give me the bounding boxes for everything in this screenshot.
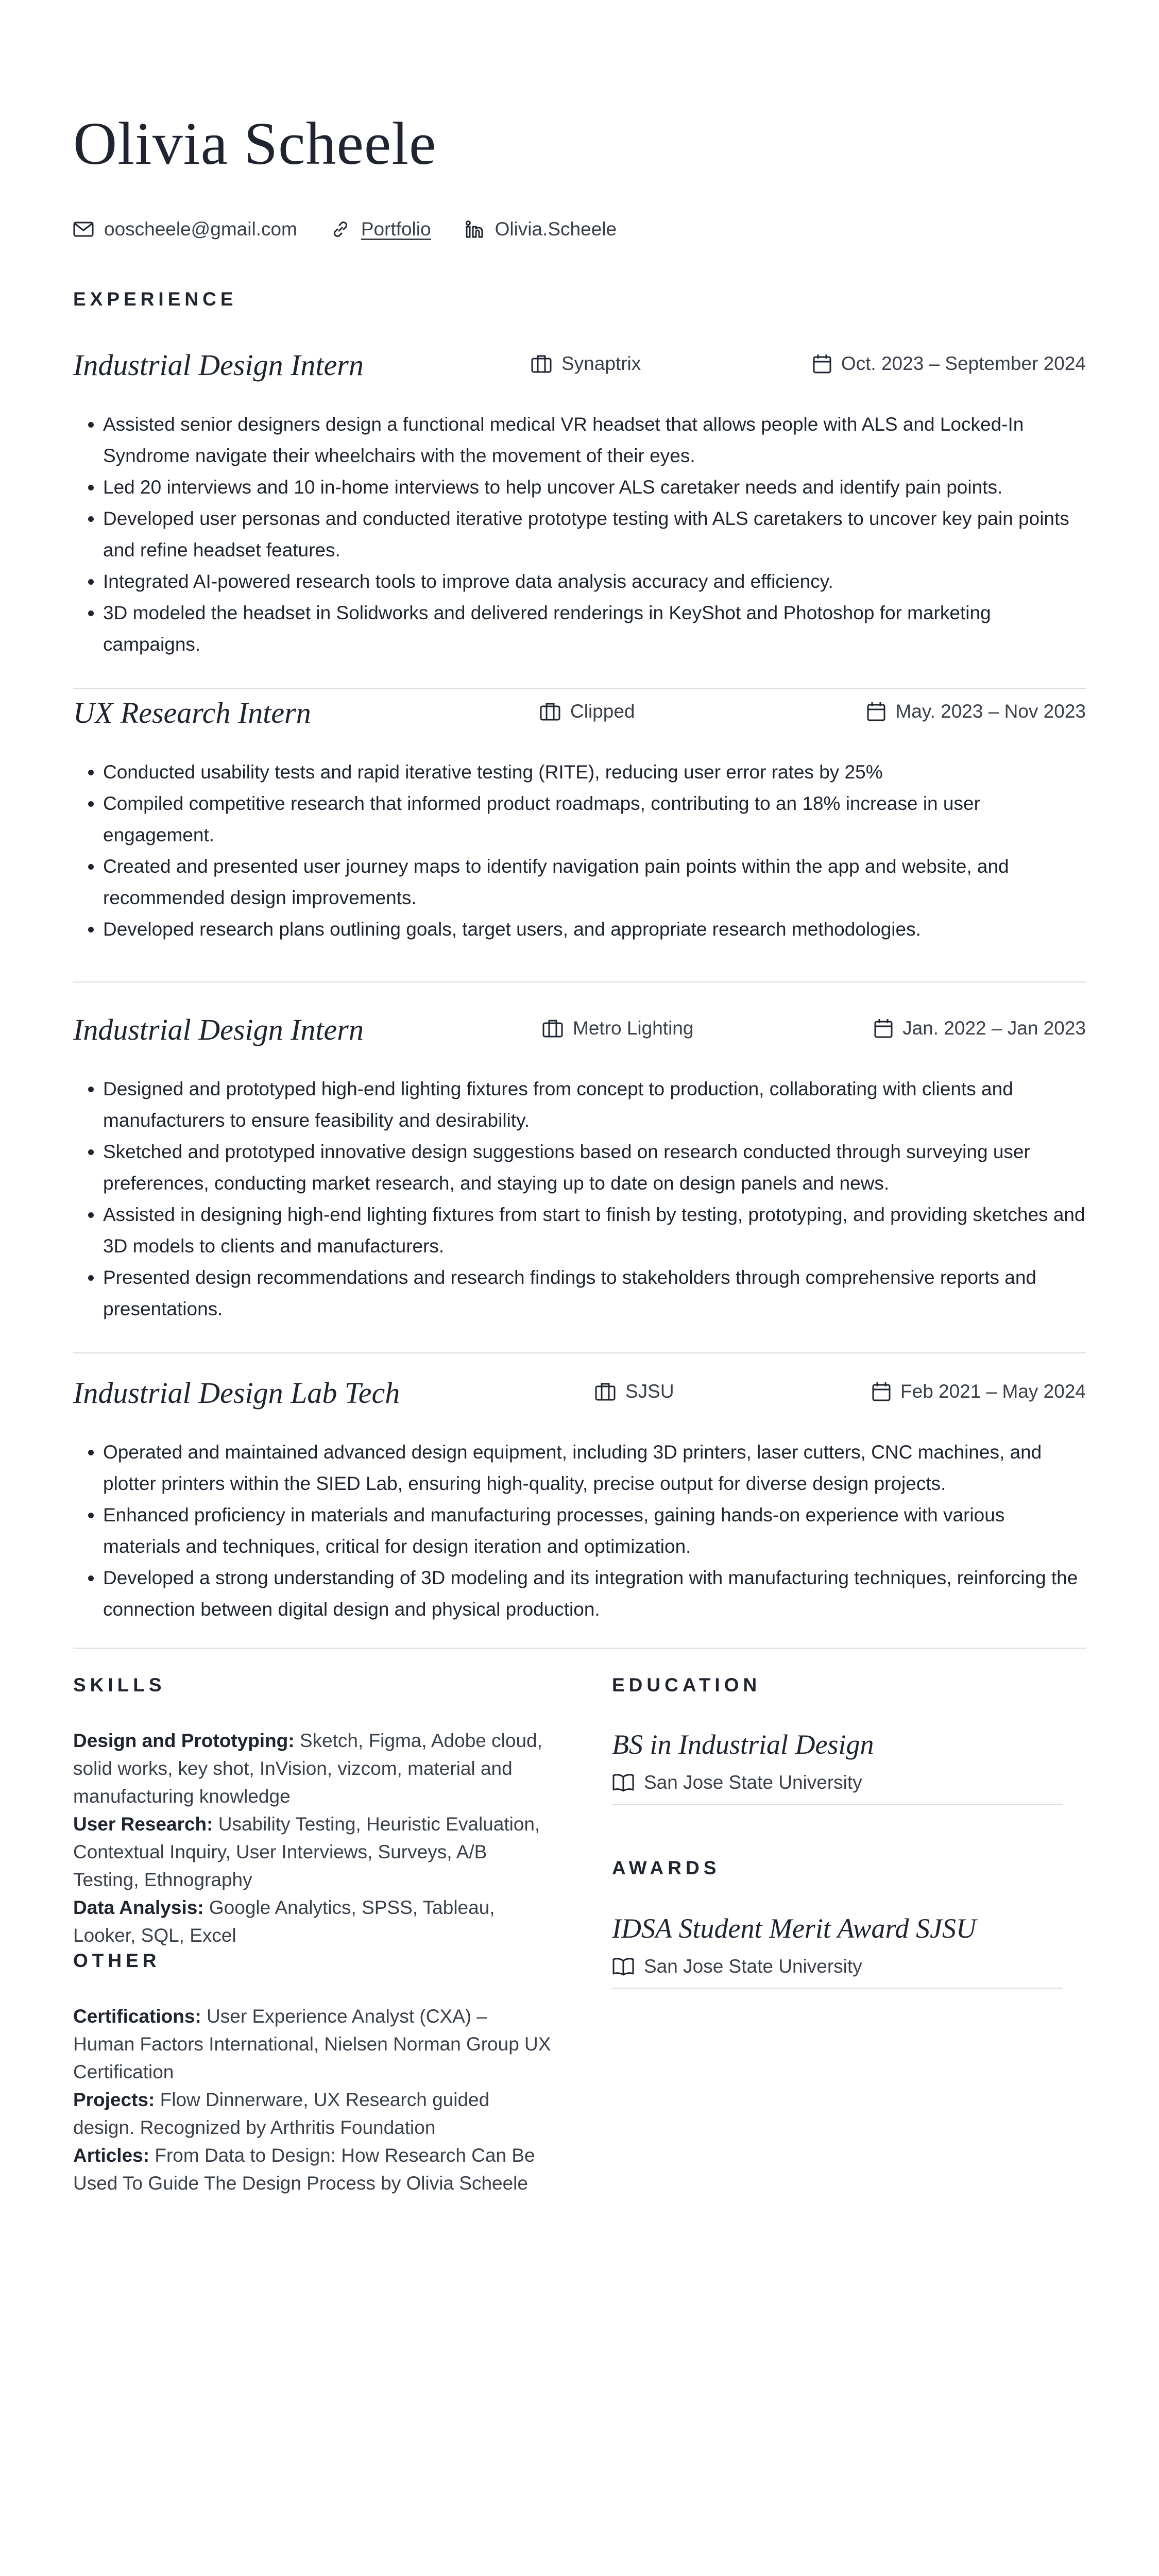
list-item: • Developed research plans outlining goals, target users, and appropriate research methodologies. bbox=[103, 913, 1086, 945]
job-header bbox=[73, 348, 1086, 389]
list-item: • Led 20 interviews and 10 in-home interviews to help uncover ALS caretaker needs and identify pain points. bbox=[103, 471, 1086, 503]
job-dates bbox=[874, 1018, 1086, 1039]
calendar-icon bbox=[872, 1381, 891, 1402]
list-item: • Assisted senior designers design a functional medical VR headset that allows people with ALS and Locked-In Syndrome navigate their wheelchairs with the movement of their eyes. bbox=[103, 409, 1086, 471]
skill-value: Usability Testing, Heuristic Evaluation, Contextual Inquiry, User Interviews, Surveys, A/B Testing, Ethnography bbox=[73, 1814, 540, 1890]
divider bbox=[612, 1804, 1063, 1805]
other-value: From Data to Design: How Research Can Be Used To Guide The Design Process by Olivia Scheele bbox=[73, 2145, 535, 2194]
date-range: Jan. 2022 – Jan 2023 bbox=[902, 1018, 1086, 1039]
other-value: User Experience Analyst (CXA) – Human Factors International, Nielsen Norman Group UX Certification bbox=[73, 2006, 551, 2082]
briefcase-icon bbox=[531, 354, 552, 374]
awards-heading: AWARDS bbox=[612, 1857, 721, 1878]
list-item: • Integrated AI-powered research tools to improve data analysis accuracy and efficiency. bbox=[103, 566, 1086, 597]
link-icon bbox=[330, 219, 351, 240]
job-title: Industrial Design Lab Tech bbox=[73, 1376, 400, 1410]
divider bbox=[612, 1988, 1063, 1989]
calendar-icon bbox=[874, 1018, 893, 1039]
job-dates bbox=[872, 1381, 1086, 1402]
skills-heading: SKILLS bbox=[73, 1674, 166, 1696]
job-header bbox=[73, 696, 1086, 737]
list-item: • Presented design recommendations and research findings to stakeholders through comprehensive reports and presentations. bbox=[103, 1262, 1086, 1325]
skills-list bbox=[73, 1727, 552, 1950]
skill-label: Design and Prototyping: bbox=[73, 1730, 295, 1751]
divider bbox=[73, 981, 1086, 982]
list-item: • Enhanced proficiency in materials and manufacturing processes, gaining hands-on experience with various materials and techniques, critical for design iteration and optimization. bbox=[103, 1499, 1086, 1562]
list-item: • Compiled competitive research that informed product roadmaps, contributing to an 18% increase in user engagement. bbox=[103, 788, 1086, 851]
experience-item bbox=[73, 1012, 1086, 1325]
skill-label: Data Analysis: bbox=[73, 1897, 204, 1918]
other-list bbox=[73, 2003, 552, 2197]
job-company bbox=[531, 353, 641, 375]
list-item: • Created and presented user journey maps to identify navigation pain points within the app and website, and recommended design improvements. bbox=[103, 851, 1086, 913]
briefcase-icon bbox=[539, 702, 561, 721]
divider bbox=[73, 688, 1086, 689]
job-dates bbox=[812, 353, 1086, 375]
book-icon bbox=[612, 1957, 635, 1976]
skill-entry bbox=[73, 1810, 552, 1894]
other-heading: OTHER bbox=[73, 1950, 161, 1971]
candidate-name: Olivia Scheele bbox=[73, 110, 437, 177]
book-icon bbox=[612, 1773, 635, 1792]
calendar-icon bbox=[866, 701, 886, 722]
portfolio-link[interactable]: Portfolio bbox=[361, 218, 431, 240]
list-item: • Sketched and prototyped innovative design suggestions based on research conducted through surveying user preferences, conducting market research, and staying up to date on design panels and news. bbox=[103, 1136, 1086, 1199]
calendar-icon bbox=[812, 353, 832, 374]
degree-title: BS in Industrial Design bbox=[612, 1729, 874, 1760]
experience-heading: EXPERIENCE bbox=[73, 289, 237, 310]
list-item: • 3D modeled the headset in Solidworks and delivered renderings in KeyShot and Photoshop for marketing campaigns. bbox=[103, 597, 1086, 660]
company-name: Metro Lighting bbox=[573, 1018, 694, 1039]
institution bbox=[612, 1956, 1063, 1977]
list-item: • Conducted usability tests and rapid iterative testing (RITE), reducing user error rates by 25% bbox=[103, 756, 1086, 788]
experience-item bbox=[73, 696, 1086, 945]
job-title: Industrial Design Intern bbox=[73, 348, 364, 382]
briefcase-icon bbox=[594, 1382, 616, 1401]
education-item bbox=[612, 1728, 1063, 1805]
institution bbox=[612, 1772, 1063, 1793]
date-range: Oct. 2023 – September 2024 bbox=[841, 353, 1086, 374]
list-item: • Designed and prototyped high-end lighting fixtures from concept to production, collaborating with clients and manufacturers to ensure feasibility and desirability. bbox=[103, 1073, 1086, 1136]
company-name: Synaptrix bbox=[561, 353, 641, 374]
education-heading: EDUCATION bbox=[612, 1674, 761, 1696]
job-header bbox=[73, 1376, 1086, 1417]
other-value: Flow Dinnerware, UX Research guided design. Recognized by Arthritis Foundation bbox=[73, 2089, 490, 2138]
briefcase-icon bbox=[542, 1019, 564, 1038]
job-company bbox=[594, 1381, 674, 1402]
company-name: Clipped bbox=[570, 701, 635, 722]
job-company bbox=[542, 1018, 693, 1039]
job-bullets bbox=[73, 756, 1086, 945]
mail-icon bbox=[73, 221, 94, 238]
contact-portfolio[interactable] bbox=[330, 218, 431, 240]
job-bullets bbox=[73, 1436, 1086, 1625]
other-entry bbox=[73, 2142, 552, 2197]
institution-name: San Jose State University bbox=[644, 1956, 862, 1977]
skill-entry bbox=[73, 1727, 552, 1810]
contact-email[interactable] bbox=[73, 218, 297, 240]
institution-name: San Jose State University bbox=[644, 1772, 862, 1793]
linkedin-icon bbox=[464, 219, 485, 240]
email-text[interactable]: ooscheele@gmail.com bbox=[104, 218, 297, 240]
skill-label: User Research: bbox=[73, 1814, 213, 1835]
experience-item bbox=[73, 1376, 1086, 1625]
other-label: Projects: bbox=[73, 2089, 155, 2110]
other-label: Articles: bbox=[73, 2145, 150, 2166]
list-item: • Assisted in designing high-end lighting fixtures from start to finish by testing, prototyping, and providing sketches and 3D models to clients and manufacturers. bbox=[103, 1199, 1086, 1262]
skill-value: Google Analytics, SPSS, Tableau, Looker, SQL, Excel bbox=[73, 1897, 495, 1946]
other-entry bbox=[73, 2086, 552, 2142]
award-title: IDSA Student Merit Award SJSU bbox=[612, 1913, 976, 1944]
date-range: May. 2023 – Nov 2023 bbox=[895, 701, 1086, 722]
award-item bbox=[612, 1912, 1063, 1989]
job-dates bbox=[866, 701, 1086, 722]
divider bbox=[73, 1352, 1086, 1353]
list-item: • Developed a strong understanding of 3D modeling and its integration with manufacturing techniques, reinforcing the connection between digital design and physical production. bbox=[103, 1562, 1086, 1625]
list-item: • Developed user personas and conducted iterative prototype testing with ALS caretakers to uncover key pain points and refine headset features. bbox=[103, 503, 1086, 566]
divider bbox=[73, 1648, 1086, 1649]
skill-value: Sketch, Figma, Adobe cloud, solid works, key shot, InVision, vizcom, material and manufacturing knowledge bbox=[73, 1730, 542, 1807]
other-label: Certifications: bbox=[73, 2006, 201, 2027]
job-bullets bbox=[73, 409, 1086, 660]
contact-row bbox=[73, 216, 650, 242]
linkedin-text[interactable]: Olivia.Scheele bbox=[495, 218, 617, 240]
contact-linkedin[interactable] bbox=[464, 218, 617, 240]
experience-item bbox=[73, 348, 1086, 660]
date-range: Feb 2021 – May 2024 bbox=[900, 1381, 1086, 1402]
other-entry bbox=[73, 2003, 552, 2086]
list-item: • Operated and maintained advanced design equipment, including 3D printers, laser cutters, CNC machines, and plotter printers within the SIED Lab, ensuring high-quality, precise output for diverse design projects. bbox=[103, 1436, 1086, 1499]
job-header bbox=[73, 1012, 1086, 1054]
job-title: UX Research Intern bbox=[73, 696, 311, 730]
job-bullets bbox=[73, 1073, 1086, 1325]
skill-entry bbox=[73, 1894, 552, 1950]
job-company bbox=[539, 701, 635, 722]
job-title: Industrial Design Intern bbox=[73, 1013, 364, 1046]
company-name: SJSU bbox=[625, 1381, 674, 1402]
